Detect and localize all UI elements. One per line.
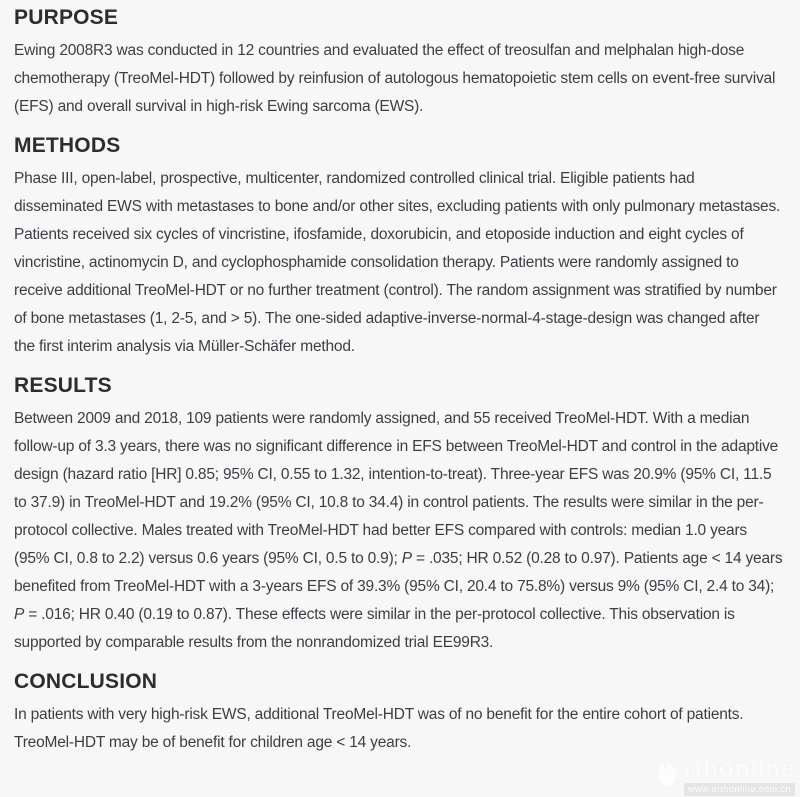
watermark-flame-icon bbox=[652, 757, 682, 794]
section-purpose bbox=[14, 6, 784, 121]
section-conclusion bbox=[14, 670, 784, 757]
methods-heading: METHODS bbox=[14, 134, 121, 157]
methods-text: Phase III, open-label, prospective, multicenter, randomized controlled clinical trial. Eligible patients had disseminated EWS with metastases to bone and/or other sites, excluding patients with only pulmonary metastases. Patients received six cycles of vincristine, ifosfamide, doxorubicin, and etoposide induction and eight cycles of vincristine, actinomycin D, and cyclophosphamide consolidation therapy. Patients were randomly assigned to receive additional TreoMel-HDT or no further treatment (control). The random assignment was stratified by number of bone metastases (1, 2-5, and > 5). The one-sided adaptive-inverse-normal-4-stage-design was changed after the first interim analysis via Müller-Schäfer method. bbox=[14, 170, 781, 355]
results-heading: RESULTS bbox=[14, 374, 112, 397]
conclusion-text: In patients with very high-risk EWS, additional TreoMel-HDT was of no benefit for the entire cohort of patients. TreoMel-HDT may be of benefit for children age < 14 years. bbox=[14, 706, 744, 751]
watermark-url: www.orthonline.com.cn bbox=[684, 783, 795, 796]
watermark bbox=[652, 757, 800, 796]
purpose-text: Ewing 2008R3 was conducted in 12 countries and evaluated the effect of treosulfan and melphalan high-dose chemotherapy (TreoMel-HDT) followed by reinfusion of autologous hematopoietic stem cells on event-free survival (EFS) and overall survival in high-risk Ewing sarcoma (EWS). bbox=[14, 42, 776, 115]
purpose-heading: PURPOSE bbox=[14, 6, 119, 29]
section-methods bbox=[14, 134, 784, 361]
watermark-title: rthonline bbox=[684, 755, 796, 783]
results-text: Between 2009 and 2018, 109 patients were randomly assigned, and 55 received TreoMel-HDT. With a median follow-up of 3.3 years, there was no significant difference in EFS between TreoMel-HDT and control in the adaptive design (hazard ratio [HR] 0.85; 95% CI, 0.55 to 1.32, intention-to-treat). Three-year EFS was 20.9% (95% CI, 11.5 to 37.9) in TreoMel-HDT and 19.2% (95% CI, 10.8 to 34.4) in control patients. The results were similar in the per-protocol collective. Males treated with TreoMel-HDT had better EFS compared with controls: median 1.0 years (95% CI, 0.8 to 2.2) versus 0.6 years (95% CI, 0.5 to 0.9); P = .035; HR 0.52 (0.28 to 0.97). Patients age < 14 years benefited from TreoMel-HDT with a 3-years EFS of 39.3% (95% CI, 20.4 to 75.8%) versus 9% (95% CI, 2.4 to 34); P = .016; HR 0.40 (0.19 to 0.87). These effects were similar in the per-protocol collective. This observation is supported by comparable results from the nonrandomized trial EE99R3. bbox=[14, 410, 783, 651]
section-results bbox=[14, 374, 784, 657]
conclusion-heading: CONCLUSION bbox=[14, 670, 158, 693]
